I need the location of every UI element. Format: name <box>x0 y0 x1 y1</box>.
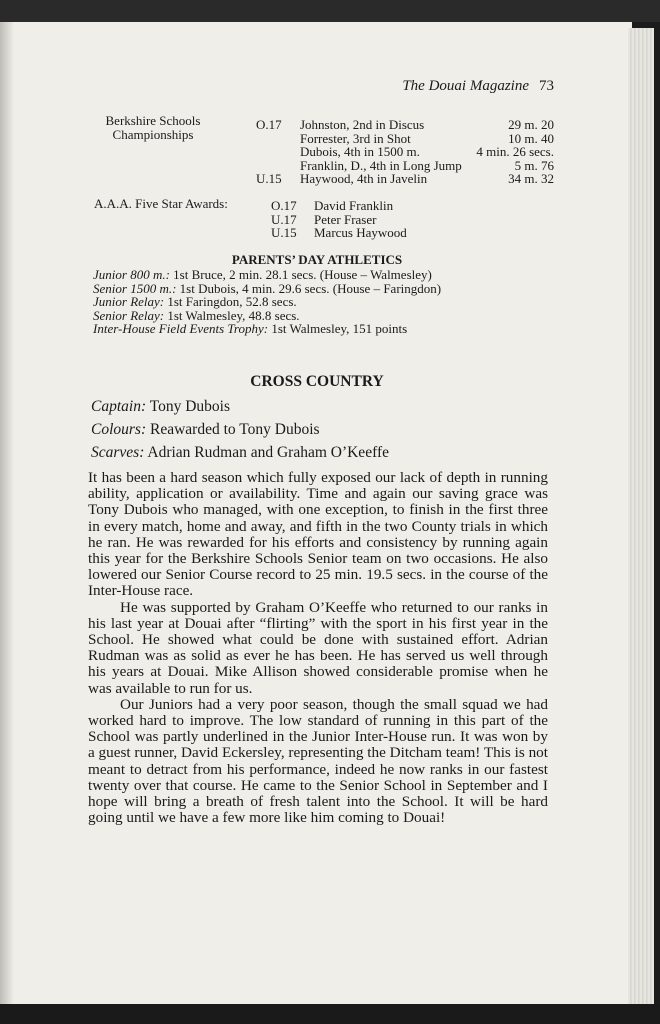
aaa-age: U.17 <box>271 211 297 227</box>
berkshire-event: Johnston, 2nd in Discus <box>300 117 425 132</box>
aaa-name: Marcus Haywood <box>314 225 407 240</box>
report-paragraph: Our Juniors had a very poor season, though the small squad we had worked hard to improve. The low standard of running in this part of the School was partly underlined in the Junior Inter-House run. It was won by a guest runner, David Eckersley, representing the Ditcham team! This is not meant to detract from his performance, indeed he now ranks in our fastest twenty over that course. He came to the Senior School in September and I hope will bring a breath of fresh talent into the School. It will be hard going until we have a few more like him coming to Douai! <box>88 695 548 827</box>
page-gutter-shadow <box>0 22 14 1004</box>
aaa-name: David Franklin <box>314 198 394 213</box>
report-paragraph: It has been a hard season which fully exposed our lack of depth in running ability, application or availability. Time and again our saving grace was Tony Dubois who managed, with one exception, to finish in the first three in every match, home and away, and fifth in the two County trials in which he ran. He was rewarded for his efforts and consistency by running again this year for the Berkshire Schools Senior team on two occasions. He also lowered our Senior Course record to 25 min. 19.5 secs. in the course of the Inter-House race. <box>88 469 548 600</box>
berkshire-event: Franklin, D., 4th in Long Jump <box>300 157 462 173</box>
magazine-title: The Douai Magazine <box>402 78 529 94</box>
scanner-top-border <box>0 0 660 22</box>
scarves-line: Scarves: Adrian Rudman and Graham O’Keeffe <box>91 444 389 461</box>
berkshire-result: 10 m. 40 <box>508 130 554 146</box>
parents-day-heading: PARENTS’ DAY ATHLETICS <box>231 252 403 267</box>
cross-country-report <box>88 470 548 826</box>
berkshire-age: U.15 <box>256 171 282 186</box>
berkshire-result: 5 m. 76 <box>514 157 554 173</box>
captain-line: Captain: Tony Dubois <box>91 398 231 415</box>
parents-day-line: Junior 800 m.: 1st Bruce, 2 min. 28.1 secs. (House – Walmesley) <box>93 267 432 282</box>
aaa-age: U.15 <box>271 225 297 240</box>
berkshire-result: 34 m. 32 <box>508 171 554 186</box>
berkshire-result: 4 min. 26 secs. <box>476 144 554 159</box>
aaa-label: A.A.A. Five Star Awards: <box>94 196 228 211</box>
parents-day-line: Senior Relay: 1st Walmesley, 48.8 secs. <box>93 307 300 323</box>
report-paragraph: He was supported by Graham O’Keeffe who returned to our ranks in his last year at Douai after “flirting” with the sport in his first year in the School. He showed what could be done with sustained effort. Adrian Rudman was as solid as ever he has been. He has served us well through his years at Douai. Mike Allison showed considerable promise when he was available to run for us. <box>88 598 548 697</box>
colours-line: Colours: Reawarded to Tony Dubois <box>91 421 320 438</box>
parents-day-line: Junior Relay: 1st Faringdon, 52.8 secs. <box>93 294 297 309</box>
parents-day-line: Inter-House Field Events Trophy: 1st Walmesley, 151 points <box>93 321 408 336</box>
berkshire-result: 29 m. 20 <box>508 117 554 132</box>
cross-country-heading: CROSS COUNTRY <box>250 373 384 390</box>
berkshire-label: Berkshire Schools Championships <box>105 113 201 142</box>
berkshire-age: O.17 <box>256 117 282 132</box>
berkshire-event: Forrester, 3rd in Shot <box>300 130 411 146</box>
scanner-bottom-border <box>0 1004 660 1024</box>
berkshire-event: Haywood, 4th in Javelin <box>300 171 428 186</box>
page-edges <box>628 28 654 1004</box>
running-header <box>402 78 554 95</box>
aaa-name: Peter Fraser <box>314 211 377 227</box>
aaa-age: O.17 <box>271 198 297 213</box>
page-number: 73 <box>539 78 554 94</box>
parents-day-line: Senior 1500 m.: 1st Dubois, 4 min. 29.6 secs. (House – Faringdon) <box>93 280 442 296</box>
berkshire-event: Dubois, 4th in 1500 m. <box>300 144 420 159</box>
